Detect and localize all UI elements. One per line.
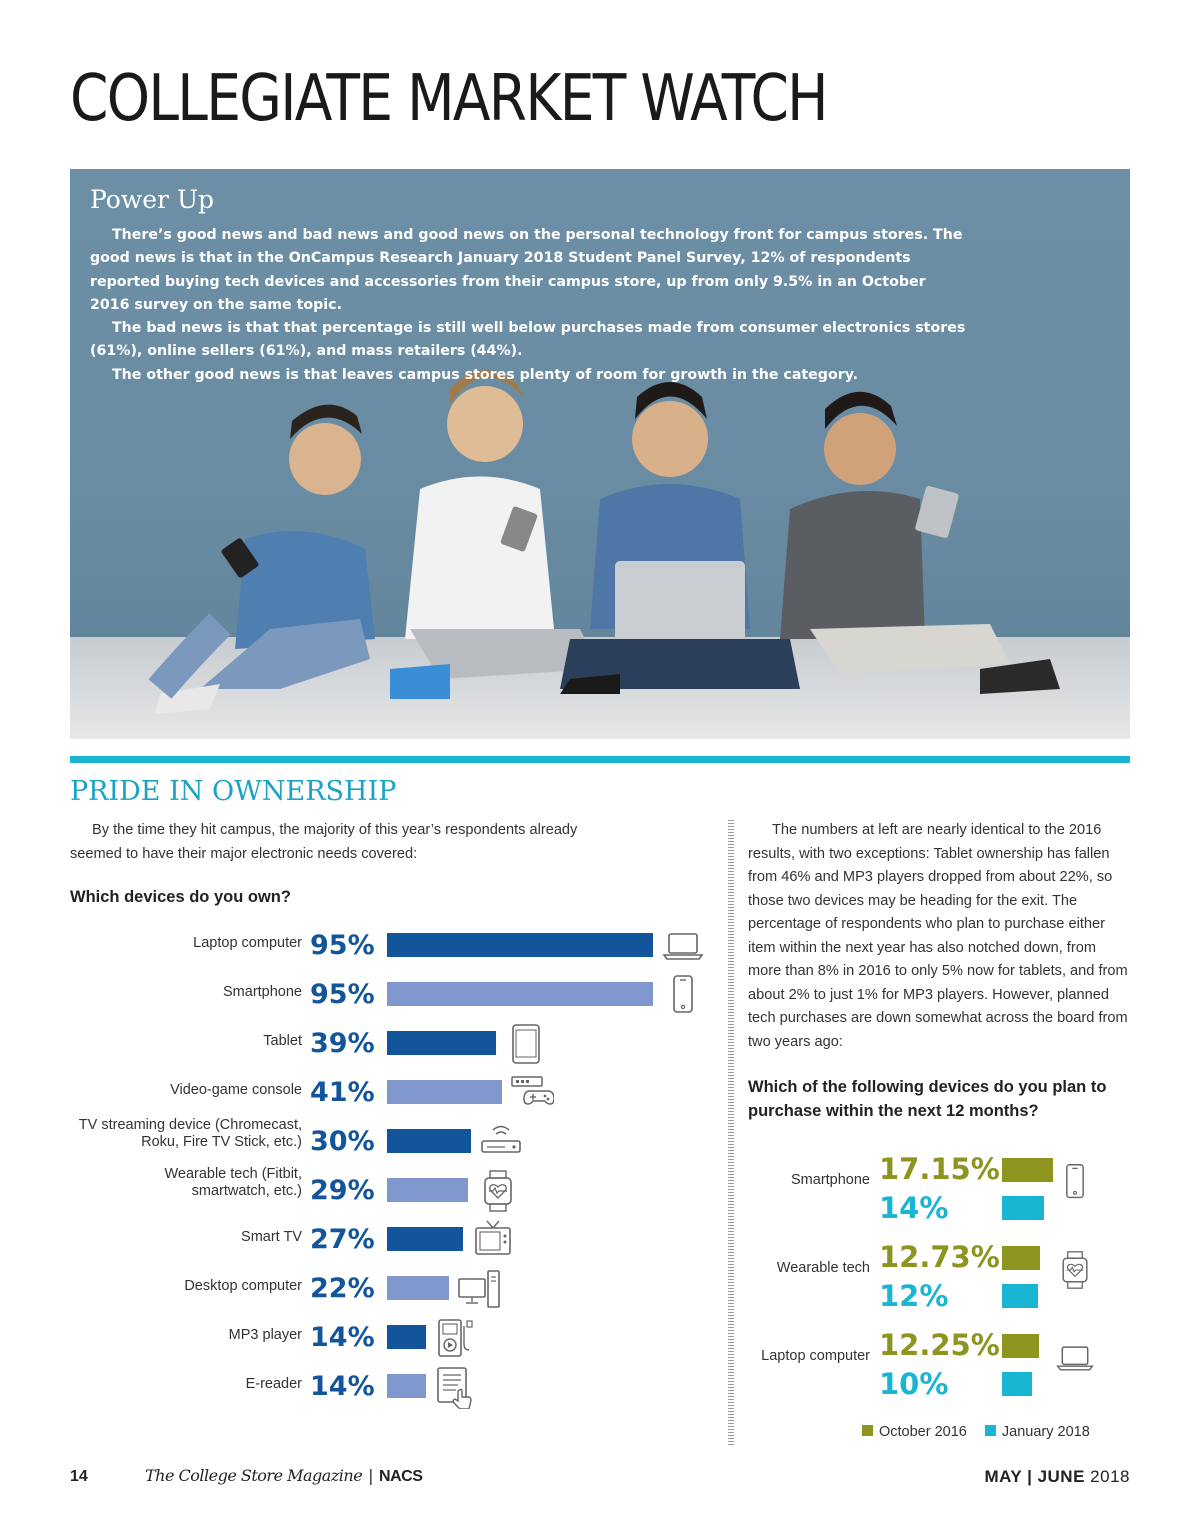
ownership-value-label: 14% [310, 1322, 375, 1353]
ownership-label [42, 935, 302, 952]
ownership-icon [510, 1071, 554, 1115]
ownership-label [42, 1117, 302, 1151]
legend-swatch-oct [862, 1425, 873, 1436]
ownership-bar [387, 1325, 426, 1349]
ownership-value-label: 14% [310, 1371, 375, 1402]
ownership-value-label: 29% [310, 1175, 375, 1206]
hero-text [90, 224, 970, 387]
purchase-group [740, 1328, 1140, 1414]
legend-swatch-jan [985, 1425, 996, 1436]
ownership-row [60, 1079, 720, 1119]
issue-months: MAY | JUNE [984, 1467, 1085, 1486]
tablet-icon [504, 1022, 548, 1066]
ownership-icon [434, 1365, 478, 1409]
ownership-row [60, 1030, 720, 1070]
page-title: COLLEGIATE MARKET WATCH [70, 62, 827, 136]
footer-separator: | [368, 1466, 374, 1485]
ownership-icon [504, 1022, 548, 1066]
smartphone-icon [661, 973, 705, 1017]
intro-left-paragraph: By the time they hit campus, the majority of this year’s respondents already seemed to have their major electronic needs covered: [70, 822, 578, 862]
laptop-icon [661, 924, 705, 968]
ownership-bar [387, 1227, 463, 1251]
ownership-bar [387, 1129, 471, 1153]
ownership-value-label: 27% [310, 1224, 375, 1255]
hero-paragraph: The other good news is that leaves campus stores plenty of room for growth in the category. [112, 366, 859, 383]
ownership-label [42, 1033, 302, 1050]
legend-item [862, 1424, 967, 1440]
smartphone-icon [1055, 1162, 1095, 1202]
intro-left [70, 819, 610, 866]
ownership-row [60, 981, 720, 1021]
purchase-bar [1002, 1372, 1032, 1396]
purchase-label: Wearable tech [776, 1260, 870, 1276]
purchase-label: Smartphone [791, 1172, 870, 1188]
purchase-value-label: 12% [879, 1279, 949, 1313]
purchase-label: Laptop computer [761, 1348, 870, 1364]
ownership-row [60, 1373, 720, 1413]
ownership-value-label: 95% [310, 930, 375, 961]
ownership-icon [661, 924, 705, 968]
issue-date [984, 1467, 1130, 1487]
ownership-value-label: 30% [310, 1126, 375, 1157]
student-figure [780, 392, 1060, 694]
ownership-row [60, 932, 720, 972]
laptop-icon [1055, 1338, 1095, 1378]
legend-item [985, 1424, 1090, 1440]
purchase-bar [1002, 1284, 1038, 1308]
purchase-bar [1002, 1158, 1053, 1182]
issue-year: 2018 [1090, 1467, 1130, 1486]
student-figure [155, 405, 375, 714]
purchase-bar [1002, 1196, 1044, 1220]
ownership-row [60, 1117, 720, 1168]
hero-panel [70, 169, 1130, 739]
hero-paragraph: The bad news is that that percentage is still well below purchases made from consumer electronics stores (61%), online sellers (61%), and mass retailers (44%). [90, 320, 966, 360]
ownership-label [42, 1166, 302, 1200]
hero-heading: Power Up [90, 185, 215, 214]
purchase-value-label: 14% [879, 1191, 949, 1225]
purchase-icon [1055, 1338, 1095, 1382]
ownership-row [60, 1324, 720, 1364]
page-number: 14 [70, 1468, 88, 1485]
purchase-icon [1055, 1162, 1095, 1206]
org-name: NACS [379, 1468, 423, 1485]
purchase-chart-legend [862, 1424, 1104, 1440]
e-reader-icon [434, 1365, 478, 1409]
mp3-player-icon [434, 1316, 478, 1360]
legend-label: January 2018 [1001, 1424, 1090, 1440]
streaming-device-icon [479, 1120, 523, 1164]
ownership-label-line: Smartphone [223, 984, 302, 1000]
section-divider [70, 756, 1130, 763]
purchase-group [740, 1152, 1140, 1238]
smartwatch-icon [476, 1169, 520, 1213]
ownership-value-label: 41% [310, 1077, 375, 1108]
ownership-label [42, 1229, 302, 1246]
ownership-label-line: Tablet [263, 1033, 302, 1049]
ownership-label-line: Desktop computer [184, 1278, 302, 1294]
ownership-label-line: E-reader [245, 1376, 302, 1392]
ownership-label-line: Video-game console [170, 1082, 302, 1098]
ownership-icon [476, 1169, 520, 1213]
ownership-value-label: 22% [310, 1273, 375, 1304]
ownership-icon [434, 1316, 478, 1360]
ownership-label [42, 1082, 302, 1099]
magazine-name [145, 1466, 422, 1486]
ownership-bar [387, 933, 653, 957]
ownership-label [42, 1327, 302, 1344]
intro-right-paragraph: The numbers at left are nearly identical to the 2016 results, with two exceptions: Tablet ownership has fallen from 46% and MP3 players dropped from about 22%, so those two devices may be heading for the exit. The percentage of respondents who plan to purchase either item within the next year has also notched down, from more than 8% in 2016 to only 5% now for tablets, and from about 2% to just 1% for MP3 players. However, planned tech purchases are down somewhat across the board from two years ago: [748, 822, 1128, 1050]
purchase-value-label: 12.73% [879, 1240, 1000, 1274]
ownership-label-line: Laptop computer [193, 935, 302, 951]
purchase-bar [1002, 1246, 1040, 1270]
ownership-bar [387, 1374, 426, 1398]
legend-label: October 2016 [879, 1424, 967, 1440]
purchase-icon [1055, 1250, 1095, 1294]
purchase-value-label: 10% [879, 1367, 949, 1401]
game-console-icon [510, 1071, 554, 1115]
purchase-group [740, 1240, 1140, 1326]
ownership-label-line: Wearable tech (Fitbit, [164, 1166, 302, 1182]
ownership-icon [471, 1218, 515, 1262]
ownership-bar [387, 1031, 496, 1055]
ownership-label [42, 1278, 302, 1295]
ownership-label-line: Roku, Fire TV Stick, etc.) [141, 1134, 302, 1150]
purchase-value-label: 17.15% [879, 1152, 1000, 1186]
ownership-label [42, 1376, 302, 1393]
ownership-bar [387, 1080, 502, 1104]
student-figure [560, 382, 800, 694]
ownership-bar [387, 1276, 449, 1300]
desktop-computer-icon [457, 1267, 501, 1311]
purchase-bar [1002, 1334, 1039, 1358]
ownership-label [42, 984, 302, 1001]
ownership-row [60, 1275, 720, 1315]
hero-paragraph: There’s good news and bad news and good news on the personal technology front for campus stores. The good news is that in the OnCampus Research January 2018 Student Panel Survey, 12% of respondents reported buying tech devices and accessories from their campus store, up from only 9.5% in an October 2016 survey on the same topic. [90, 227, 963, 313]
purchase-chart-title: Which of the following devices do you plan to purchase within the next 12 months? [748, 1078, 1107, 1120]
column-divider [728, 820, 734, 1445]
ownership-row [60, 1226, 720, 1266]
ownership-value-label: 95% [310, 979, 375, 1010]
intro-right [748, 819, 1130, 1054]
ownership-bar [387, 982, 653, 1006]
ownership-icon [661, 973, 705, 1017]
page-footer [70, 1466, 1130, 1490]
ownership-label-line: Smart TV [241, 1229, 302, 1245]
ownership-label-line: smartwatch, etc.) [191, 1183, 302, 1199]
ownership-icon [457, 1267, 501, 1311]
ownership-label-line: MP3 player [228, 1327, 302, 1343]
magazine-title: The College Store Magazine [145, 1466, 363, 1485]
ownership-label-line: TV streaming device (Chromecast, [78, 1117, 302, 1133]
ownership-bar [387, 1178, 468, 1202]
purchase-value-label: 12.25% [879, 1328, 1000, 1362]
section-heading: PRIDE IN OWNERSHIP [70, 776, 397, 807]
ownership-row [60, 1166, 720, 1217]
smartwatch-icon [1055, 1250, 1095, 1290]
smart-tv-icon [471, 1218, 515, 1262]
ownership-value-label: 39% [310, 1028, 375, 1059]
ownership-chart-title: Which devices do you own? [70, 888, 291, 906]
ownership-icon [479, 1120, 523, 1164]
